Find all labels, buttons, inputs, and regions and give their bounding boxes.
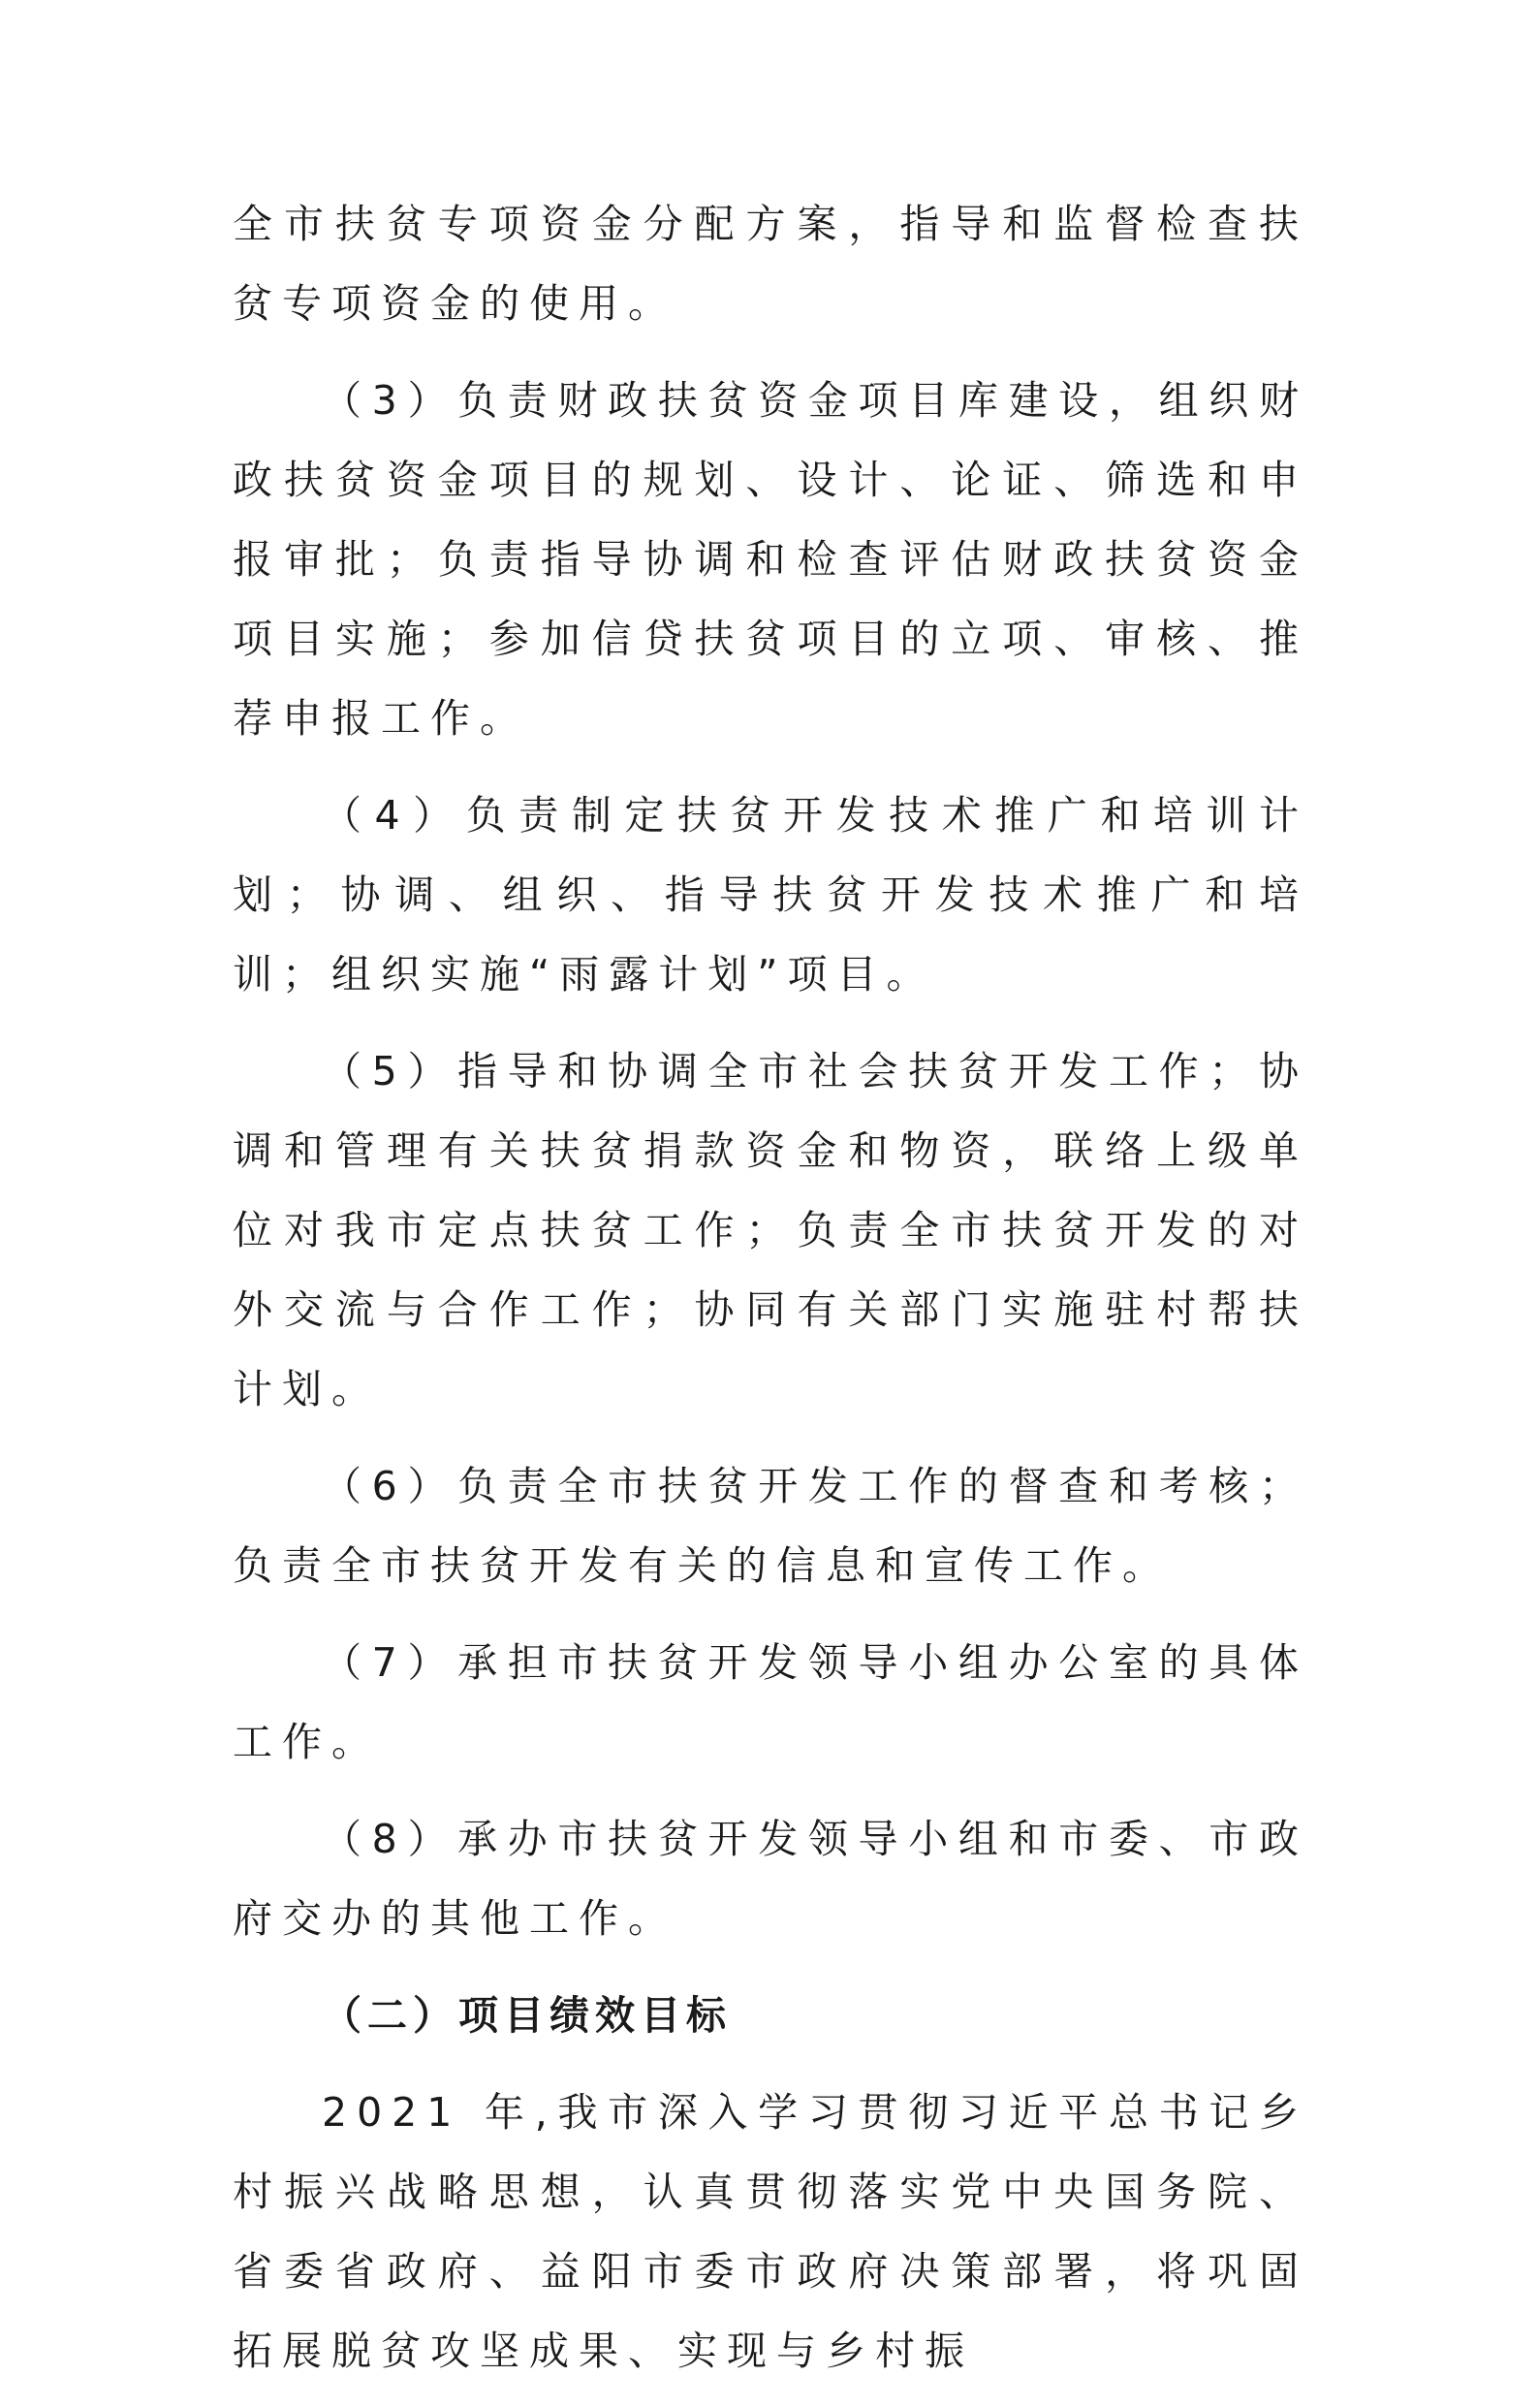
paragraph-fund-allocation: 全市扶贫专项资金分配方案，指导和监督检查扶贫专项资金的使用。 xyxy=(233,201,1308,327)
document-body xyxy=(233,184,1308,2408)
paragraph-item-3: （3）负责财政扶贫资金项目库建设，组织财政扶贫资金项目的规划、设计、论证、筛选和申报审批；负责指导协调和检查评估财政扶贫资金项目实施；参加信贷扶贫项目的立项、审核、推荐申报工作。 xyxy=(233,377,1308,742)
paragraph-item-7: （7）承担市扶贫开发领导小组办公室的具体工作。 xyxy=(233,1639,1308,1765)
paragraph-item-8: （8）承办市扶贫开发领导小组和市委、市政府交办的其他工作。 xyxy=(233,1816,1308,1942)
section-heading-performance-goals: （二）项目绩效目标 xyxy=(322,1992,732,2039)
paragraph-item-5: （5）指导和协调全市社会扶贫开发工作；协调和管理有关扶贫捐款资金和物资，联络上级单位对我市定点扶贫工作；负责全市扶贫开发的对外交流与合作工作；协同有关部门实施驻村帮扶计划。 xyxy=(233,1048,1308,1412)
paragraph-2021-summary: 2021 年,我市深入学习贯彻习近平总书记乡村振兴战略思想，认真贯彻落实党中央国务院、省委省政府、益阳市委市政府决策部署，将巩固拓展脱贫攻坚成果、实现与乡村振 xyxy=(233,2089,1308,2374)
paragraph-item-4: （4）负责制定扶贫开发技术推广和培训计划；协调、组织、指导扶贫开发技术推广和培训；组织实施“雨露计划”项目。 xyxy=(233,792,1308,998)
paragraph-item-6: （6）负责全市扶贫开发工作的督查和考核；负责全市扶贫开发有关的信息和宣传工作。 xyxy=(233,1463,1308,1589)
